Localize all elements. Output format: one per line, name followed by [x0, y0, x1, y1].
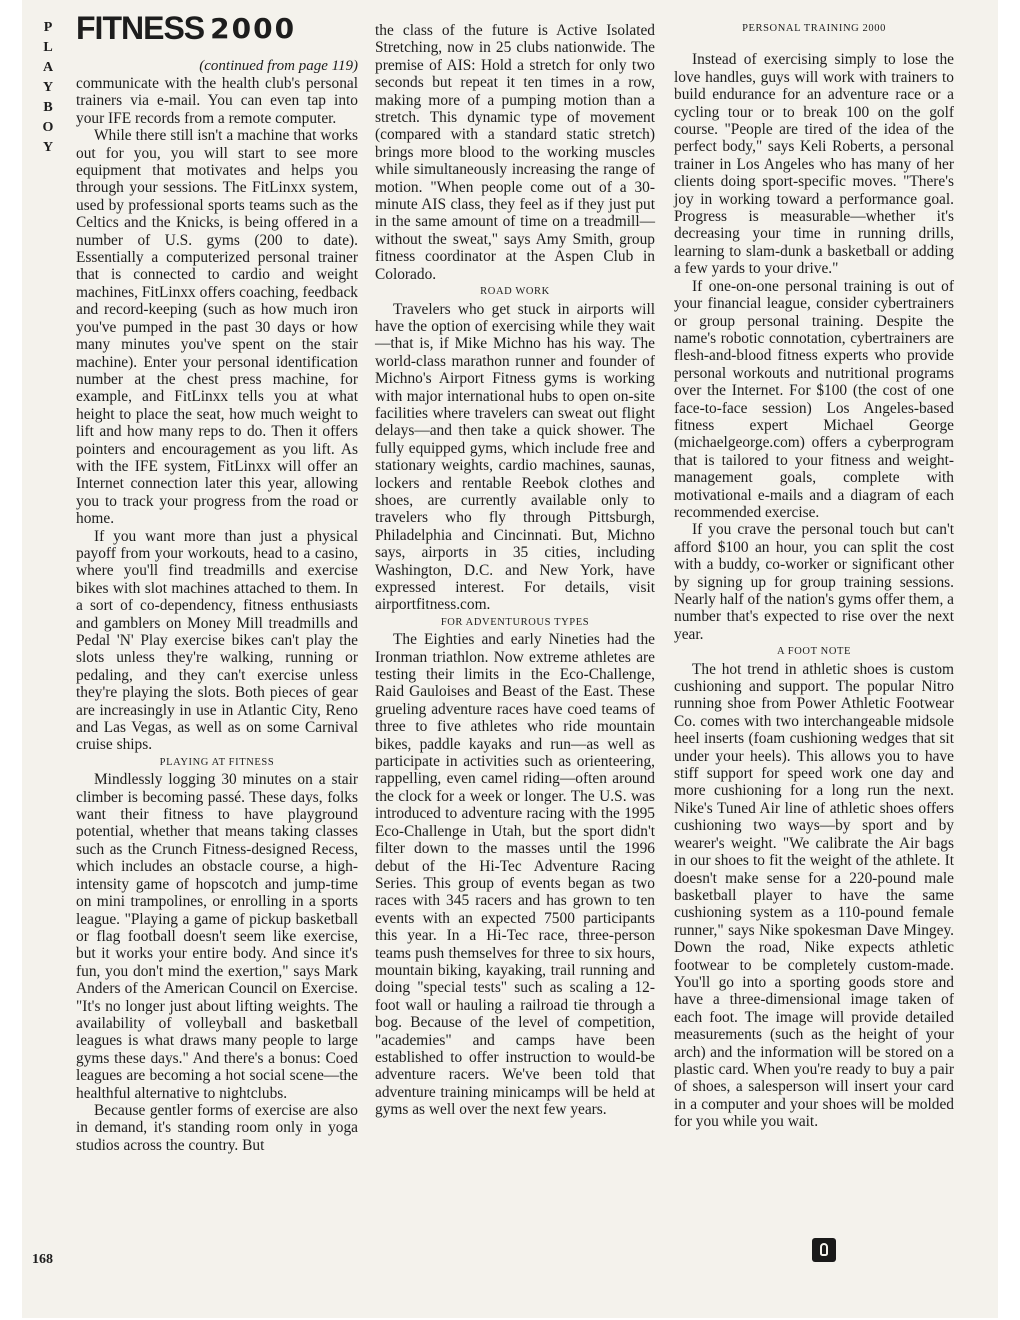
paragraph: Because gentler forms of exercise are also in demand, it's standing room only in yoga studios across the country. But	[76, 1101, 358, 1154]
section-heading-road: ROAD WORK	[480, 286, 550, 298]
paragraph: If you crave the personal touch but can't afford $100 an hour, you can split the cost with a buddy, co-worker or significant other by signing up for group training sessions. Nearly half of the nation's gyms offer them, a number that's expected to rise over the next year.	[674, 521, 954, 643]
masthead-letter: Y	[42, 140, 54, 155]
paragraph: If one-on-one personal training is out of your financial league, consider cybertrainers or group personal training. Despite the name's robotic connotation, cybertrainers are flesh-and-blood fitness experts who provide personal workouts and nutritional programs over the Internet. For $100 (the cost of one face-to-face session) Los Angeles-based fitness expert Michael George (michaelgeorge.com) offers a cyberprogram that is tailored to your fitness and weight-management goals, complete with motivational e-mails and a diagram of each recommended exercise.	[674, 277, 954, 521]
section-heading-personal: PERSONAL TRAINING 2000	[742, 23, 886, 34]
masthead-vertical	[36, 18, 60, 158]
masthead-letter: A	[42, 60, 54, 75]
paragraph: Instead of exercising simply to lose the love handles, guys will work with trainers to build endurance for an adventure race or a cycling tour or to break 100 on the golf course. "People are tired of the idea of the perfect body," says Keli Roberts, a personal trainer in Los Angeles who has many of her clients doing sport-specific moves. "There's joy in working toward a performance goal. Progress is measurable—whether it's decreasing your time in running drills, learning to slam-dunk a basketball or adding a few yards to your drive."	[674, 51, 954, 278]
article-title	[76, 10, 358, 58]
section-heading-foot: A FOOT NOTE	[776, 646, 852, 658]
paragraph: communicate with the health club's personal trainers via e-mail. You can even tap into your IFE records from a remote computer.	[76, 75, 358, 127]
paragraph: The Eighties and early Nineties had the Ironman triathlon. Now extreme athletes are testing their limits in the Eco-Challenge, Raid Gauloises and Beast of the East. These grueling adventure races have coed teams of three to five athletes who ride mountain bikes, paddle kayaks and run—as well as participate in activities such as orienteering, rappelling, even camel riding—often around the clock for a week or longer. The U.S. was introduced to adventure racing with the 1995 Eco-Challenge in Utah, but the sport didn't filter down to the masses until the 1996 debut of the Hi-Tec Adventure Racing Series. This group of events began as two races with 345 racers and has grown to ten events with an expected 7500 participants this year. In a Hi-Tec race, three-person teams push themselves for three to six hours, mountain biking, kayaking, trail running and doing "special tests" such as scaling a 12-foot wall or hauling a railroad tie through a bog. Because of the level of competition, "academies" and camps have been established to offer instruction to would-be adventure racers. We've been told that adventure training minicamps will be held at gyms as well over the next few years.	[375, 631, 655, 1119]
continued-note: (continued from page 119)	[199, 58, 358, 74]
paragraph: Mindlessly logging 30 minutes on a stair climber is becoming passé. These days, folks want their fitness to have playground potential, whether that means taking classes such as the Crunch Fitness-designed Recess, which includes an obstacle course, a high-intensity game of hopscotch and jump-time on mini trampolines, or enrolling in a sports league. "Playing a game of pickup basketball or flag football doesn't seem like exercise, but it works your entire body. And since it's fun, you don't mind the exertion," says Mark Anders of the American Council on Exercise. "It's no longer just about lifting weights. The availability of volleyball and basketball leagues is what draws many people to large gyms these days." And there's a bonus: Coed leagues are becoming a hot social scene—the healthful alternative to nightclubs.	[76, 771, 358, 1102]
paragraph: If you want more than just a physical payoff from your workouts, head to a casino, where you'll find treadmills and exercise bikes with slot machines attached to them. In a sort of co-dependency, fitness enthusiasts and gamblers on Money Mill treadmills and Pedal 'N' Play exercise bikes can't play the slots unless they're walking, running or pedaling, and they can't exercise unless they're playing the slots. Both pieces of gear are increasingly in use in Atlantic City, Reno and Las Vegas, as well as on some Carnival cruise ships.	[76, 527, 358, 754]
column-3	[674, 20, 954, 1131]
paragraph: Travelers who get stuck in airports will have the option of exercising while they wait—that is, if Mike Michno has his way. The world-class marathon runner and founder of Michno's Airport Fitness gyms is working with major international hubs to open on-site facilities where travelers can sweat out flight delays—and then take a quick shower. The fully equipped gyms, which include free and stationary weights, cardio machines, saunas, lockers and rentable Reebok clothes and shoes, are currently available only to travelers who fly through Pittsburgh, Philadelphia and Cincinnati. But, Michno says, airports in 35 cities, including Washington, D.C. and New York, have expressed interest. For details, visit airportfitness.com.	[375, 300, 655, 614]
masthead-letter: Y	[42, 80, 54, 95]
masthead-letter: L	[43, 40, 53, 55]
masthead-letter: O	[42, 120, 54, 135]
section-heading-adventurous: FOR ADVENTUROUS TYPES	[440, 616, 590, 628]
magazine-page	[22, 0, 998, 1318]
masthead-letter: B	[43, 100, 53, 115]
title-year: 2000	[210, 12, 297, 45]
column-2	[375, 22, 655, 1119]
paragraph: The hot trend in athletic shoes is custom cushioning and support. The popular Nitro running shoe from Power Athletic Footwear Co. comes with two interchangeable midsole heel inserts (foam cushioning wedges that sit under your heels). This allows you to have stiff support for speed work one day and more cushioning for a long run the next. Nike's Tuned Air line of athletic shoes offers cushioning two ways—by sport and by wearer's weight. "We calibrate the Air bags in our shoes to fit the weight of the athlete. It doesn't make sense for a 220-pound male basketball player to have the same cushioning system as a 110-pound female runner," says Nike spokesman Dave Mingey. Down the road, Nike expects athletic footwear to be completely custom-made. You'll go into a sporting goods store and have a three-dimensional image taken of each foot. The image will provide detailed measurements (such as the height of your arch) and the information will be stored on a plastic card. When you're ready to buy a pair of shoes, a salesperson will insert your card in a computer and your shoes will be molded for you while you wait.	[674, 660, 954, 1131]
section-heading-playing: PLAYING AT FITNESS	[159, 756, 275, 768]
column-1	[76, 10, 358, 1154]
paragraph: the class of the future is Active Isolated Stretching, now in 25 clubs nationwide. The premise of AIS: Hold a stretch for only two seconds but repeat it ten times in a row, making more of a pumping motion than a stretch. This dynamic type of movement (compared with a standard static stretch) brings more blood to the working muscles while simultaneously increasing the range of motion. "When people come out of a 30-minute AIS class, they feel as if they just put in the same amount of time on a treadmill—without the sweat," says Amy Smith, group fitness coordinator at the Aspen Club in Colorado.	[375, 22, 655, 283]
bunny-logo-icon	[812, 1238, 836, 1262]
paragraph: While there still isn't a machine that works out for you, you will start to see more equipment that motivates and helps you through your sessions. The FitLinxx system, used by professional sports teams such as the Celtics and the Knicks, is being offered in a number of U.S. gyms (200 to date). Essentially a computerized personal trainer that is connected to cardio and weight machines, FitLinxx offers coaching, feedback and record-keeping (such as how much iron you've pumped in the past 30 days or how many minutes you've spent on the stair machine). Enter your personal identification number at the chest press machine, for example, and FitLinxx tells you at what height to place the seat, how much weight to lift and how many reps to do. Then it offers pointers and encouragement as you lift. As with the IFE system, FitLinxx will offer an Internet connection later this year, allowing you to track your progress from the road or home.	[76, 127, 358, 528]
title-text: FITNESS	[76, 10, 205, 46]
page-number: 168	[32, 1252, 53, 1267]
masthead-letter: P	[43, 20, 53, 35]
